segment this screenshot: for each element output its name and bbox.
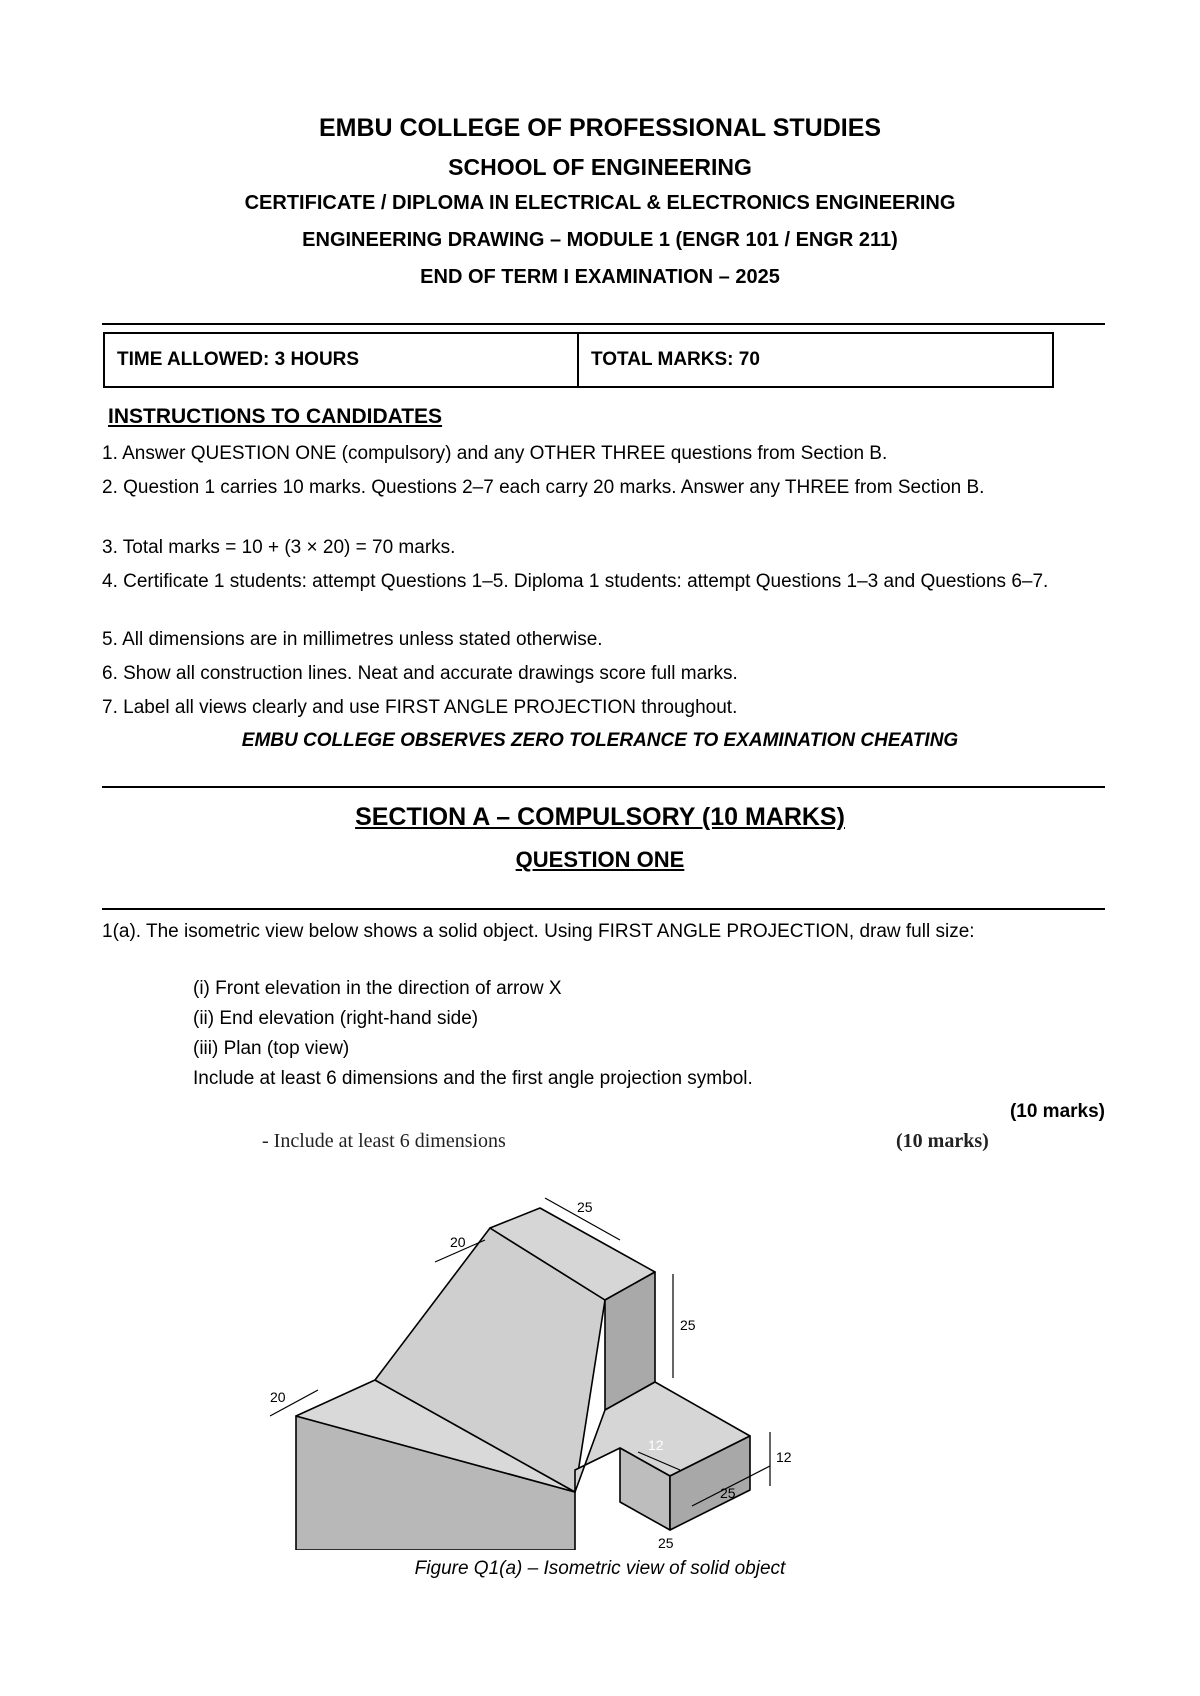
instruction-item: 7. Label all views clearly and use FIRST ANGLE PROJECTION throughout. xyxy=(102,697,738,718)
dim-label: 12 xyxy=(776,1449,792,1465)
divider xyxy=(102,786,1105,788)
dim-label: 25 xyxy=(577,1199,593,1215)
cheating-warning: EMBU COLLEGE OBSERVES ZERO TOLERANCE TO EXAMINATION CHEATING xyxy=(241,730,959,751)
time-allowed: TIME ALLOWED: 3 HOURS xyxy=(105,334,579,386)
divider xyxy=(102,323,1105,325)
dim-label: 25 xyxy=(680,1317,696,1333)
instruction-item: 3. Total marks = 10 + (3 × 20) = 70 marks. xyxy=(102,537,456,558)
isometric-figure xyxy=(240,1170,860,1550)
question-part: (iii) Plan (top view) xyxy=(193,1038,350,1059)
section-a-title: SECTION A – COMPULSORY (10 MARKS) xyxy=(355,803,845,831)
dim-label: 20 xyxy=(270,1389,286,1405)
scanned-marks: (10 marks) xyxy=(896,1130,989,1152)
dim-label: 12 xyxy=(648,1437,664,1453)
figure-caption: Figure Q1(a) – Isometric view of solid object xyxy=(414,1558,786,1579)
question-one-title: QUESTION ONE xyxy=(515,847,685,872)
divider xyxy=(102,908,1105,910)
dim-label: 20 xyxy=(450,1234,466,1250)
instruction-item: 4. Certificate 1 students: attempt Questions 1–5. Diploma 1 students: attempt Questions 1–3 and Questions 6–7. xyxy=(102,571,1049,592)
scanned-instruction: - Include at least 6 dimensions xyxy=(262,1130,506,1152)
dim-label: 25 xyxy=(720,1485,736,1501)
dimension-note: Include at least 6 dimensions and the first angle projection symbol. xyxy=(193,1068,753,1089)
question-part: (ii) End elevation (right-hand side) xyxy=(193,1008,479,1029)
question-1a-text: 1(a). The isometric view below shows a solid object. Using FIRST ANGLE PROJECTION, draw full size: xyxy=(102,921,975,942)
instruction-item: 5. All dimensions are in millimetres unless stated otherwise. xyxy=(102,629,603,650)
total-marks: TOTAL MARKS: 70 xyxy=(591,349,760,370)
instruction-item: 1. Answer QUESTION ONE (compulsory) and any OTHER THREE questions from Section B. xyxy=(102,443,888,464)
instruction-item: 6. Show all construction lines. Neat and accurate drawings score full marks. xyxy=(102,663,738,684)
exam-info-table xyxy=(103,332,1054,388)
question-part: (i) Front elevation in the direction of arrow X xyxy=(193,978,562,999)
programme-title: CERTIFICATE / DIPLOMA IN ELECTRICAL & ELECTRONICS ENGINEERING xyxy=(244,192,956,214)
course-title: ENGINEERING DRAWING – MODULE 1 (ENGR 101 / ENGR 211) xyxy=(302,229,898,251)
instructions-title: INSTRUCTIONS TO CANDIDATES xyxy=(108,405,443,428)
question-marks: (10 marks) xyxy=(1009,1101,1105,1122)
dim-label: 25 xyxy=(658,1535,674,1550)
instruction-item: 2. Question 1 carries 10 marks. Questions 2–7 each carry 20 marks. Answer any THREE from Section B. xyxy=(102,477,985,498)
school-name: SCHOOL OF ENGINEERING xyxy=(448,154,752,180)
exam-title: END OF TERM I EXAMINATION – 2025 xyxy=(420,266,780,288)
college-name: EMBU COLLEGE OF PROFESSIONAL STUDIES xyxy=(318,114,882,142)
